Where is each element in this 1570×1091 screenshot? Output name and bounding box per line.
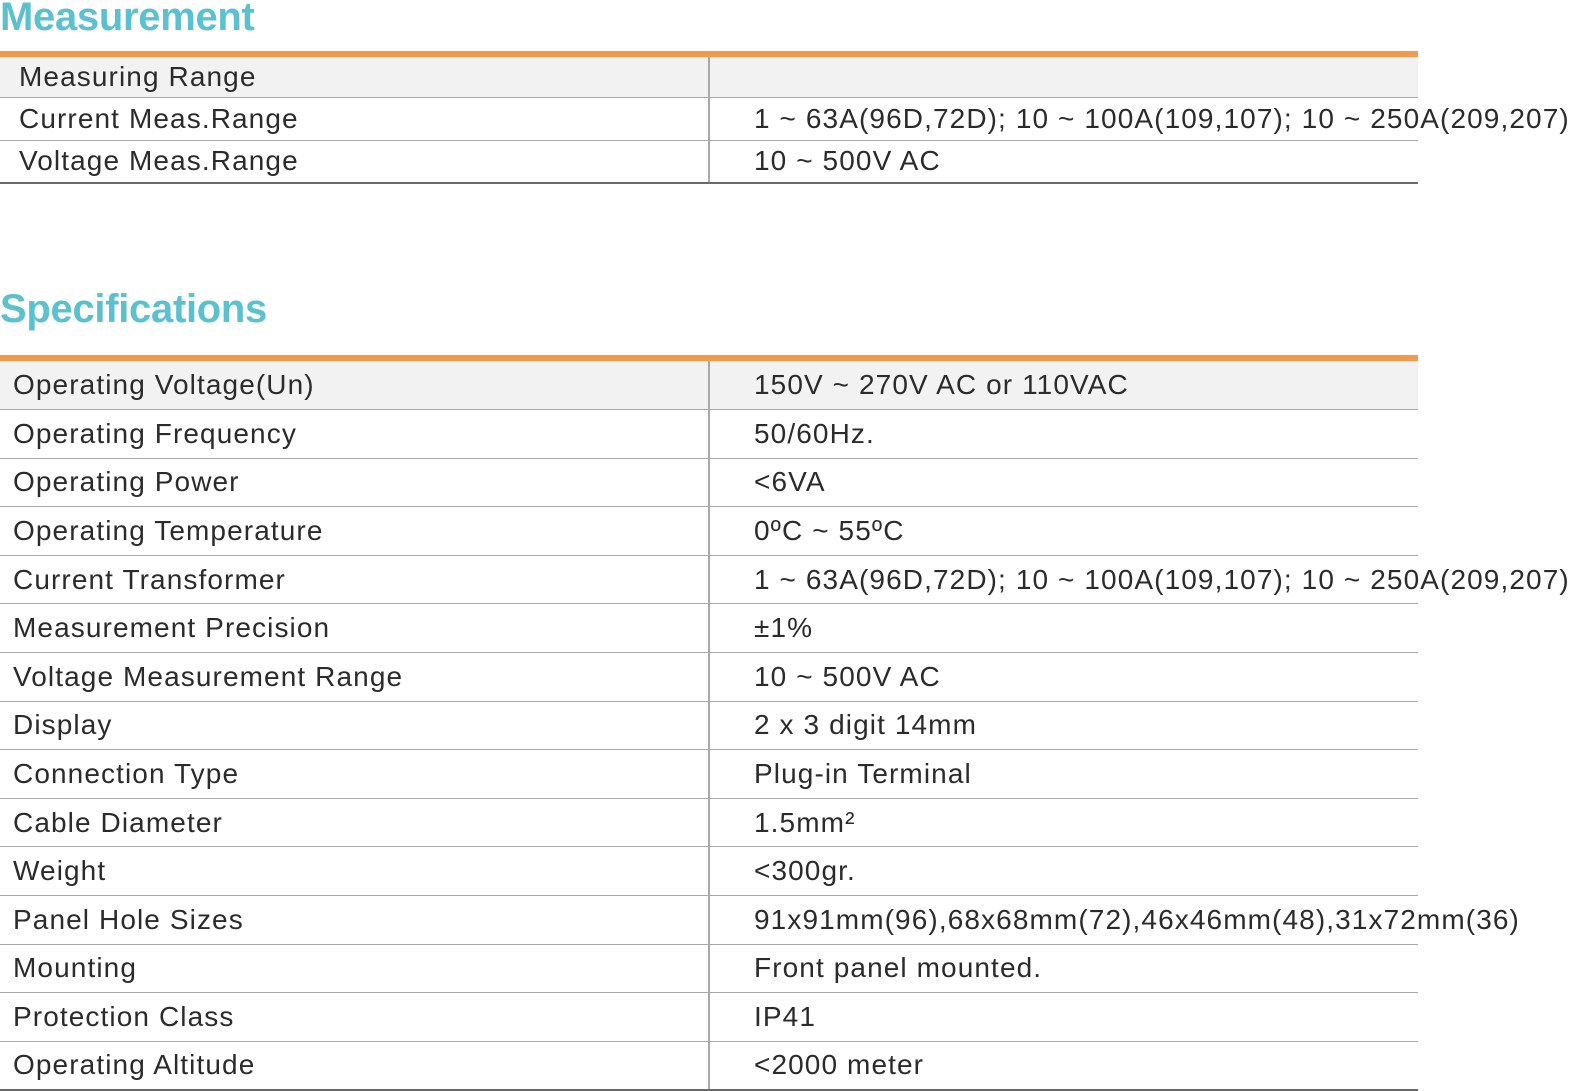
table-row	[0, 701, 1418, 750]
table-row	[0, 653, 1418, 702]
row-value: 1 ~ 63A(96D,72D); 10 ~ 100A(109,107); 10 ~ 250A(209,207)	[709, 555, 1418, 604]
table-row	[0, 750, 1418, 799]
specifications-section-title: Specifications	[0, 287, 267, 331]
row-value: <2000 meter	[709, 1041, 1418, 1090]
row-label: Protection Class	[0, 993, 709, 1042]
row-label: Display	[0, 701, 709, 750]
row-value: <300gr.	[709, 847, 1418, 896]
row-value: IP41	[709, 993, 1418, 1042]
row-label: Current Transformer	[0, 555, 709, 604]
row-label: Measuring Range	[0, 57, 709, 97]
table-row	[0, 798, 1418, 847]
row-label: Operating Altitude	[0, 1041, 709, 1090]
table-row	[0, 140, 1418, 183]
row-label: Panel Hole Sizes	[0, 896, 709, 945]
specifications-table	[0, 355, 1570, 1091]
row-label: Operating Voltage(Un)	[0, 361, 709, 410]
row-value: <6VA	[709, 458, 1418, 507]
row-label: Connection Type	[0, 750, 709, 799]
row-label: Mounting	[0, 944, 709, 993]
table-row	[0, 944, 1418, 993]
row-value: 150V ~ 270V AC or 110VAC	[709, 361, 1418, 410]
row-value: Plug-in Terminal	[709, 750, 1418, 799]
row-label: Operating Power	[0, 458, 709, 507]
row-label: Cable Diameter	[0, 798, 709, 847]
row-value: ±1%	[709, 604, 1418, 653]
row-value: Front panel mounted.	[709, 944, 1418, 993]
row-value	[709, 57, 1418, 97]
table-row	[0, 57, 1418, 97]
row-value: 10 ~ 500V AC	[709, 653, 1418, 702]
row-label: Voltage Measurement Range	[0, 653, 709, 702]
specifications-rows	[0, 361, 1570, 1090]
row-label: Operating Frequency	[0, 410, 709, 459]
table-row	[0, 847, 1418, 896]
row-label: Measurement Precision	[0, 604, 709, 653]
row-label: Current Meas.Range	[0, 97, 709, 140]
row-value: 2 x 3 digit 14mm	[709, 701, 1418, 750]
row-value: 10 ~ 500V AC	[709, 140, 1418, 183]
row-value: 91x91mm(96),68x68mm(72),46x46mm(48),31x72mm(36)	[709, 896, 1418, 945]
row-value: 0ºC ~ 55ºC	[709, 507, 1418, 556]
table-row	[0, 507, 1418, 556]
measurement-section-title: Measurement	[0, 0, 255, 39]
table-row	[0, 896, 1418, 945]
row-value: 1.5mm²	[709, 798, 1418, 847]
table-row	[0, 993, 1418, 1042]
measurement-rows	[0, 57, 1570, 183]
table-row	[0, 604, 1418, 653]
table-row	[0, 1041, 1418, 1090]
measurement-table	[0, 51, 1570, 184]
row-value: 1 ~ 63A(96D,72D); 10 ~ 100A(109,107); 10 ~ 250A(209,207)	[709, 97, 1418, 140]
row-label: Voltage Meas.Range	[0, 140, 709, 183]
table-row	[0, 97, 1418, 140]
row-value: 50/60Hz.	[709, 410, 1418, 459]
table-row	[0, 361, 1418, 410]
table-row	[0, 458, 1418, 507]
row-label: Weight	[0, 847, 709, 896]
table-row	[0, 410, 1418, 459]
row-label: Operating Temperature	[0, 507, 709, 556]
table-row	[0, 555, 1418, 604]
